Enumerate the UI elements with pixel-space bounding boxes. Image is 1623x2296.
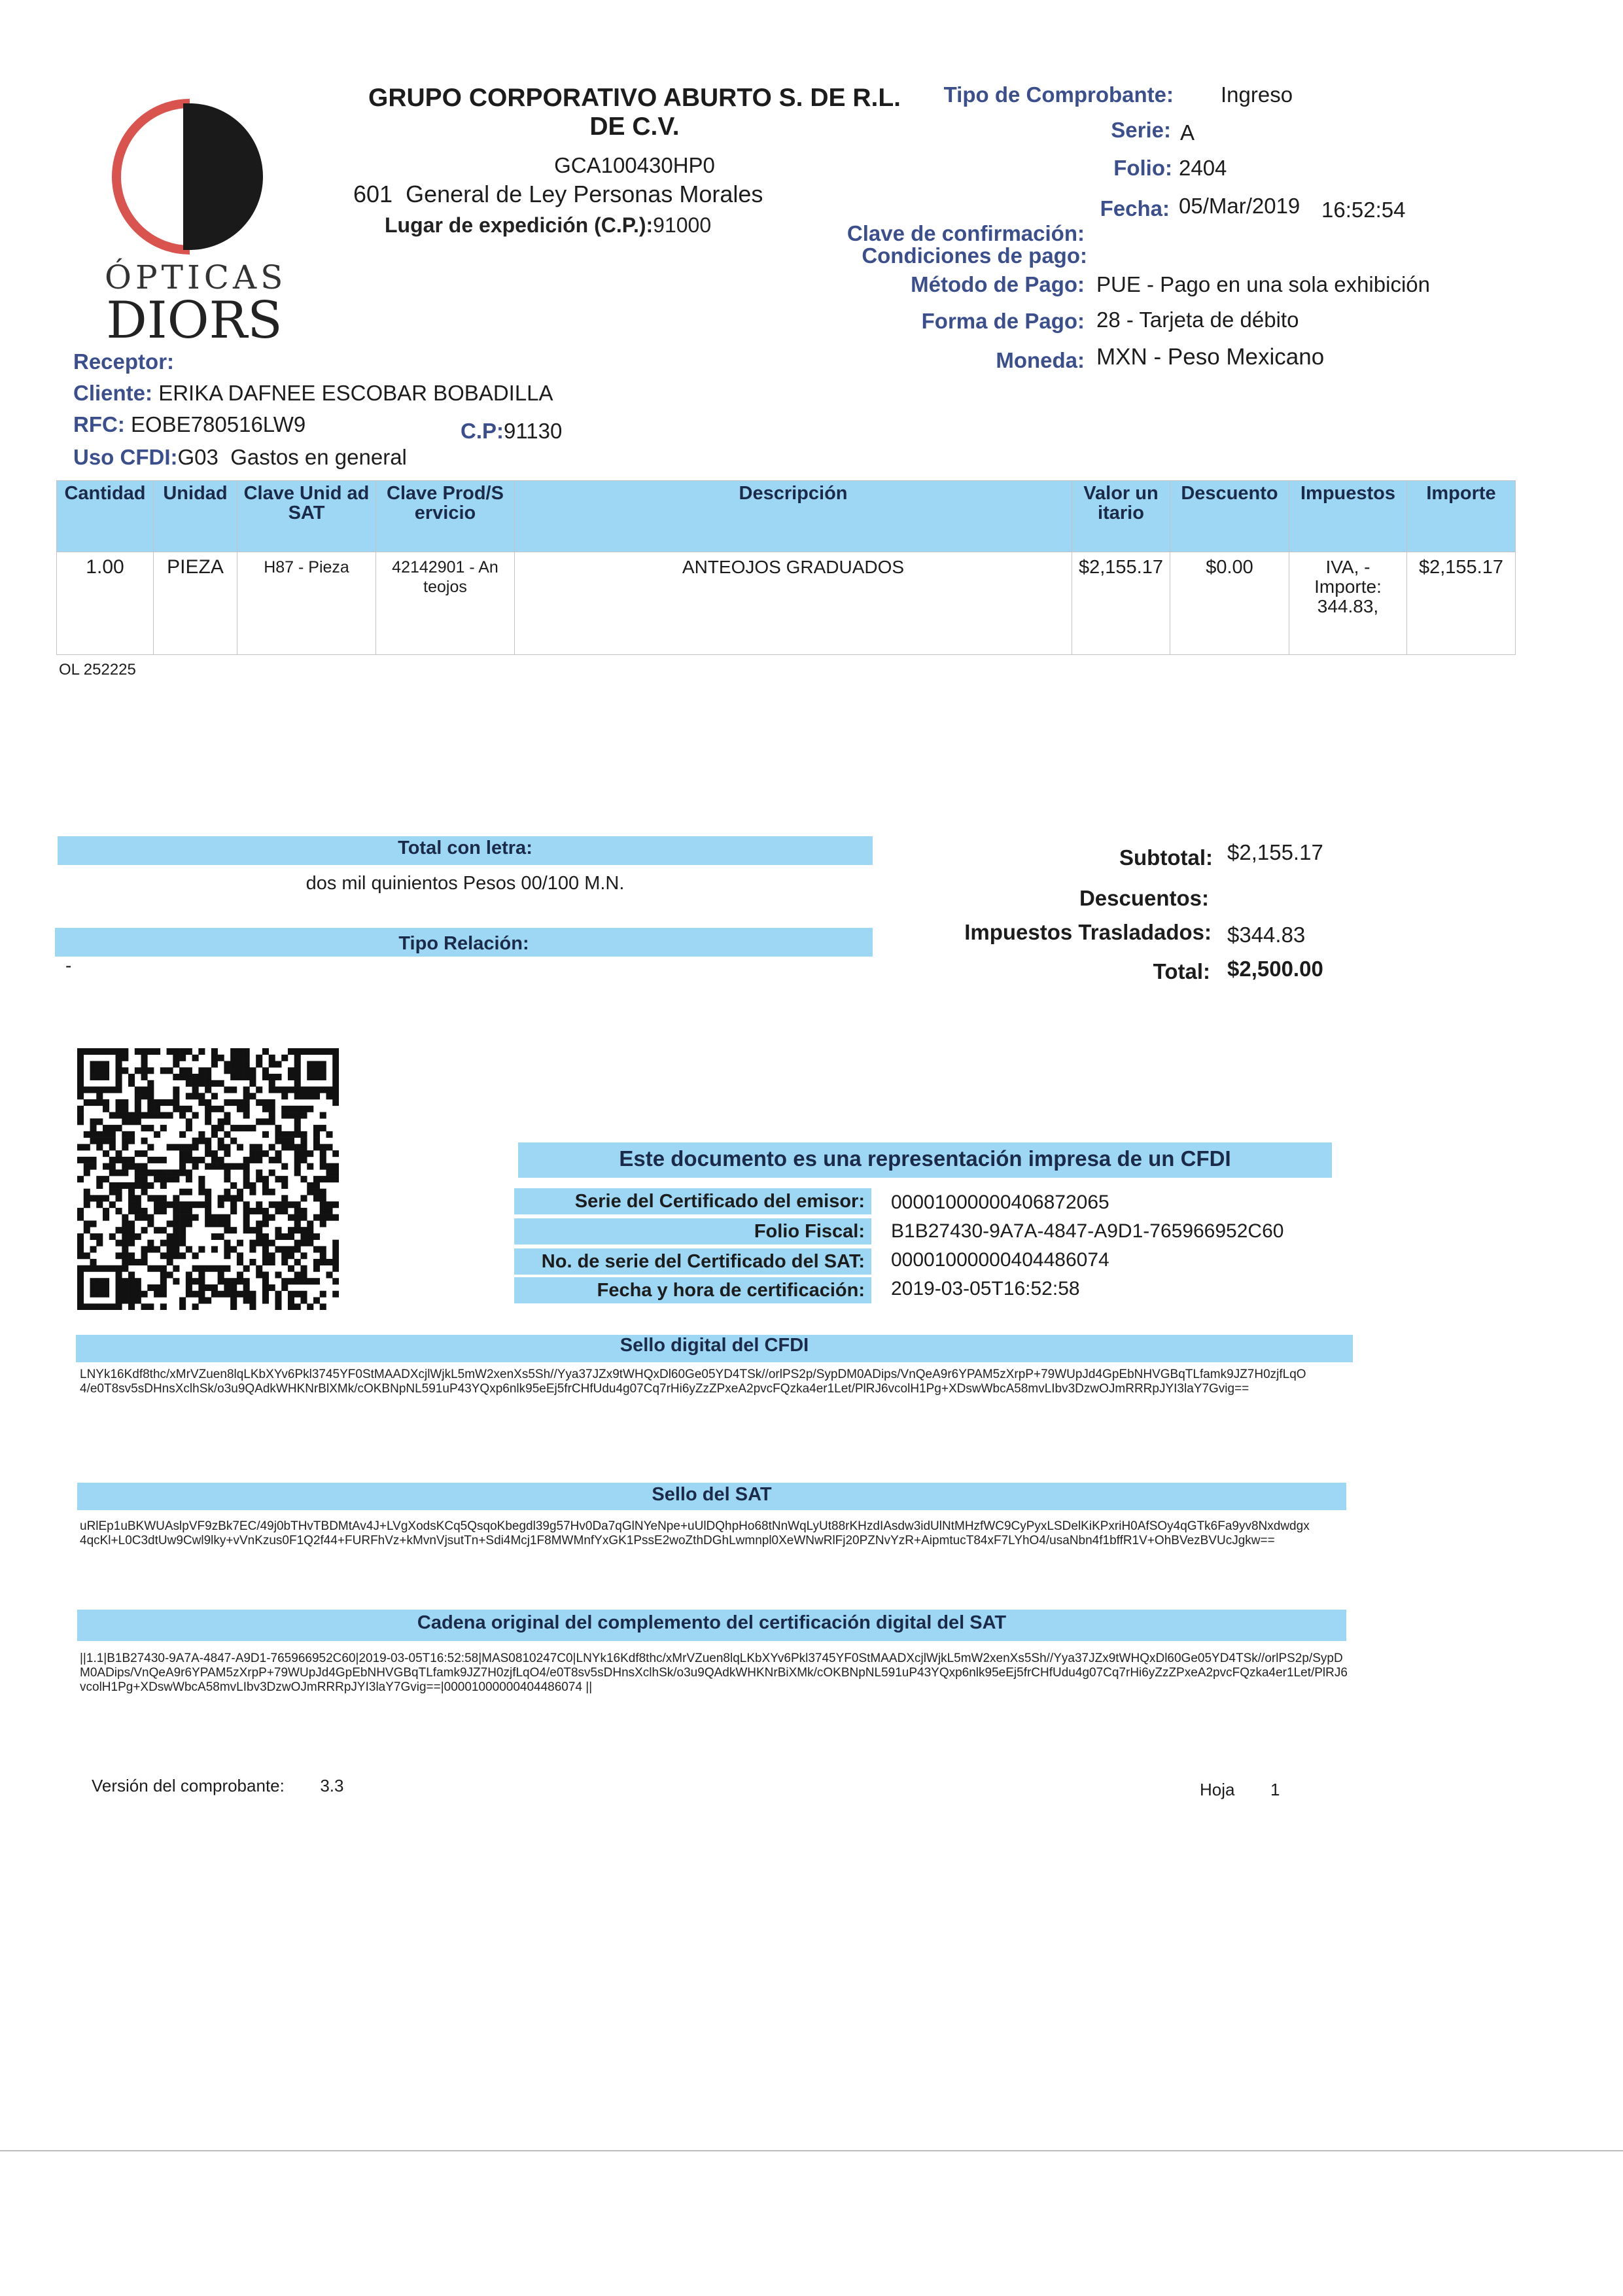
payment-conditions-label: Condiciones de pago: — [862, 243, 1087, 268]
expedition-place — [385, 213, 711, 238]
cell-valor-unitario: $2,155.17 — [1072, 552, 1170, 655]
payment-method-value: PUE - Pago en una sola exhibición — [1096, 272, 1430, 296]
col-importe: Importe — [1407, 481, 1516, 552]
col-unidad: Unidad — [154, 481, 237, 552]
discounts-label: Descuentos: — [1079, 886, 1209, 910]
chain-title: Cadena original del complemento del certificación digital del SAT — [417, 1612, 1007, 1633]
items-table — [56, 480, 1516, 655]
cert-sat-label: No. de serie del Certificado del SAT: — [514, 1248, 871, 1275]
time-value: 16:52:54 — [1321, 198, 1406, 222]
col-cantidad: Cantidad — [57, 481, 154, 552]
currency-value: MXN - Peso Mexicano — [1096, 344, 1325, 370]
version-value: 3.3 — [320, 1776, 344, 1795]
issuer-rfc: GCA100430HP0 — [554, 153, 715, 177]
cell-clave-unidad: H87 - Pieza — [237, 552, 376, 655]
total-label: Total: — [1153, 959, 1210, 983]
cell-clave-prod: 42142901 - An teojos — [376, 552, 515, 655]
logo-mark-icon — [92, 92, 294, 262]
col-impuestos: Impuestos — [1289, 481, 1407, 552]
client-value: ERIKA DAFNEE ESCOBAR BOBADILLA — [158, 381, 553, 405]
folio-fiscal-value: B1B27430-9A7A-4847-A9D1-765966952C60 — [891, 1220, 1284, 1242]
cert-sat-value: 00001000000404486074 — [891, 1249, 1109, 1271]
sat-seal-title: Sello del SAT — [652, 1484, 772, 1505]
expedition-label: Lugar de expedición (C.P.): — [385, 213, 654, 237]
col-descuento: Descuento — [1170, 481, 1289, 552]
folio-label: Folio: — [1113, 156, 1172, 180]
payment-form-label: Forma de Pago: — [921, 309, 1085, 333]
receptor-title: Receptor: — [73, 349, 175, 374]
cert-emitter-value: 00001000000406872065 — [891, 1192, 1109, 1213]
cert-date-label: Fecha y hora de certificación: — [514, 1277, 871, 1303]
note-text: OL 252225 — [59, 661, 136, 679]
version-label: Versión del comprobante: — [92, 1776, 285, 1795]
cfdi-seal-value: LNYk16Kdf8thc/xMrVZuen8lqLKbXYv6Pkl3745YF0StMAADXcjlWjkL5mW2xenXs5Sh//Yya37JZx9tWHQxDl60Ge05YD4TSk//orlPS2p/SypDM0ADips/VnQeA9r6YPAM5zXrpP+79WUpJd4GpEbNHVGBqTLfamk9JZ7H0zjfLqO4/e0T8sv5sDHnsXclhSk/o3u9QAdkWHKNrBlXMk/cOKBNpNL591uP43YQxp6nlk95eEj5frCHfUdu4g07Cq7rHi6yZzZPxeA2pvcFQzka4er1Let/PlRJ6vcolH1Pg+XDswWbcA58mvLIbv3DzwOJmRRRpJYI3laY7Gvig== — [80, 1368, 1306, 1396]
uso-cfdi-code: G03 — [177, 445, 218, 469]
folio-fiscal-label: Folio Fiscal: — [514, 1218, 871, 1245]
confirmation-label: Clave de confirmación: — [846, 221, 1085, 245]
subtotal-value: $2,155.17 — [1227, 840, 1323, 864]
rfc-value: EOBE780516LW9 — [130, 412, 306, 436]
page-label: Hoja — [1200, 1780, 1235, 1799]
cp-row — [461, 419, 562, 444]
col-clave-unidad: Clave Unid ad SAT — [237, 481, 376, 552]
total-letter-value: dos mil quinientos Pesos 00/100 M.N. — [305, 873, 625, 894]
cell-descripcion: ANTEOJOS GRADUADOS — [515, 552, 1072, 655]
client-row — [73, 381, 553, 406]
logo-text-opticas: ÓPTICAS — [105, 258, 287, 296]
cell-cantidad: 1.00 — [57, 552, 154, 655]
issuer-regime-code: 601 — [353, 181, 393, 207]
uso-cfdi-label: Uso CFDI: — [73, 445, 178, 469]
col-clave-prod: Clave Prod/S ervicio — [376, 481, 515, 552]
issuer-regime — [353, 181, 811, 208]
taxes-value: $344.83 — [1227, 923, 1306, 947]
subtotal-label: Subtotal: — [1119, 845, 1213, 870]
cell-importe: $2,155.17 — [1407, 552, 1516, 655]
client-label: Cliente: — [73, 381, 153, 405]
company-logo — [92, 92, 294, 353]
currency-label: Moneda: — [996, 348, 1085, 372]
table-row — [57, 552, 1516, 655]
issuer-regime-name: General de Ley Personas Morales — [406, 181, 763, 207]
date-label: Fecha: — [1100, 196, 1170, 221]
cfdi-seal-title: Sello digital del CFDI — [620, 1335, 809, 1356]
serie-value: A — [1180, 120, 1195, 145]
cp-label: C.P: — [461, 419, 504, 443]
cell-impuestos: IVA, - Importe: 344.83, — [1289, 552, 1407, 655]
relation-title: Tipo Relación: — [398, 933, 529, 954]
items-header-row — [57, 481, 1516, 552]
version-row — [92, 1776, 343, 1796]
cert-emitter-label: Serie del Certificado del emisor: — [514, 1188, 871, 1214]
rfc-label: RFC: — [73, 412, 125, 436]
qr-code — [77, 1048, 339, 1310]
logo-text-diors: DIORS — [106, 291, 283, 350]
expedition-value: 91000 — [653, 213, 712, 237]
qr-code-icon — [77, 1048, 339, 1310]
issuer-name: GRUPO CORPORATIVO ABURTO S. DE R.L. DE C.V. — [368, 84, 901, 141]
taxes-label: Impuestos Trasladados: — [964, 920, 1212, 944]
cell-descuento: $0.00 — [1170, 552, 1289, 655]
cfdi-banner: Este documento es una representación impresa de un CFDI — [619, 1146, 1231, 1171]
chain-value: ||1.1|B1B27430-9A7A-4847-A9D1-765966952C60|2019-03-05T16:52:58|MAS0810247C0|LNYk16Kdf8thc/xMrVZuen8lqLKbXYv6Pkl3745YF0StMAADXcjlWjkL5mW2xenXs5Sh//Yya37JZx9tWHQxDl60Ge05YD4TSk//orlPS2p/SypDM0ADips/VnQeA9r6YPAM5zXrpP+79WUpJd4GpEbNHVGBqTLfamk9JZ7H0zjfLqO4/e0T8sv5sDHnsXclhSk/o3u9QAdkWHKNrBiXMk/cOKBNpNL591uP43YQxp6nlk95eEj5frCHfUdu4g07Cq7rHi6yZzZPxeA2pvcFQzka4er1Let/PlRJ6vcolH1Pg+XDswWbcA58mvLIbv3DzwOJmRRRpJYI3laY7Gvig==|00001000000404486074 || — [80, 1651, 1348, 1694]
payment-method-label: Método de Pago: — [911, 272, 1085, 296]
date-value: 05/Mar/2019 — [1179, 194, 1300, 218]
voucher-type-label: Tipo de Comprobante: — [943, 82, 1174, 107]
uso-cfdi-desc: Gastos en general — [230, 445, 407, 469]
page-row — [1200, 1780, 1280, 1800]
sat-seal-value: uRlEp1uBKWUAslpVF9zBk7EC/49j0bTHvTBDMtAv4J+LVgXodsKCq5QsqoKbegdl39g57Hv0Da7qGlNYeNpe+uUlDQhpHo68tNnWqLyUt88rKHzdIAsdw3idUlNtMHzfWC9CyPyxLSDelKiKPxriH0AfSOy4qGTk6Fa9yv8Nxdwdgx4qcKl+L0C3dtUw9Cwl9lky+vVnKzus0F1Q2f44+FURFhVz+kMvnVjsutTn+Sdi4Mcj1F8MWMnfYxGK1PssE2woZthDGhLwmnpl0XeWNwRlFj20PZNvYzR+AipmtucT84xF7LYhO4/usaNbn4f1bffR1V+OhBVezBVUcJgkw== — [80, 1519, 1310, 1547]
rfc-row — [73, 412, 305, 437]
total-letter-title: Total con letra: — [398, 838, 532, 858]
payment-form-value: 28 - Tarjeta de débito — [1096, 308, 1299, 332]
col-descripcion: Descripción — [515, 481, 1072, 552]
total-value: $2,500.00 — [1227, 957, 1323, 981]
uso-cfdi-row — [73, 445, 407, 470]
cp-value: 91130 — [504, 419, 563, 443]
cert-date-value: 2019-03-05T16:52:58 — [891, 1278, 1080, 1299]
col-valor-unitario: Valor un itario — [1072, 481, 1170, 552]
page-value: 1 — [1270, 1780, 1280, 1799]
folio-value: 2404 — [1179, 156, 1227, 180]
relation-value: - — [65, 955, 72, 976]
scan-edge-divider — [0, 2150, 1623, 2151]
voucher-type-value: Ingreso — [1221, 82, 1293, 107]
cell-unidad: PIEZA — [154, 552, 237, 655]
serie-label: Serie: — [1111, 118, 1171, 142]
